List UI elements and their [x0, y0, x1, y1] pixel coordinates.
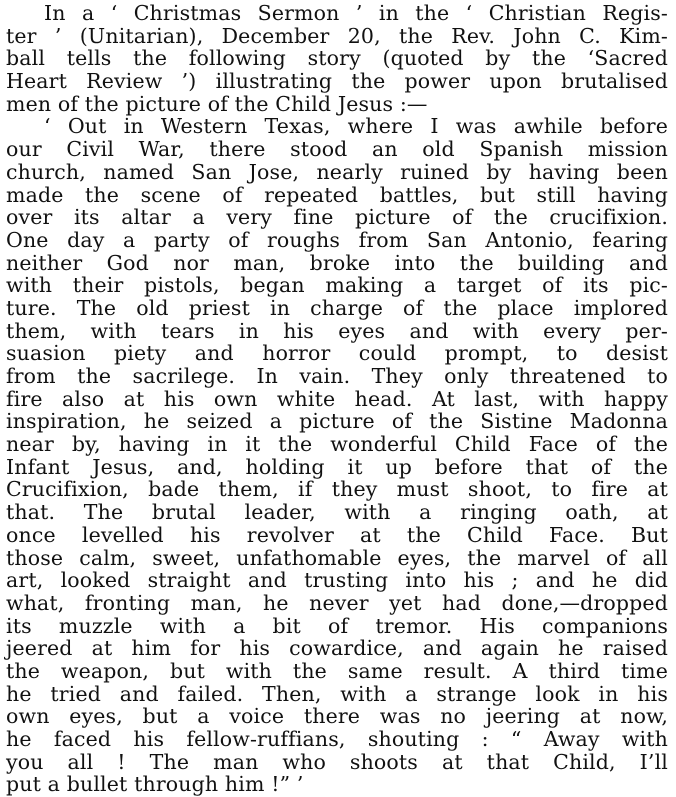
text-line: put a bullet through him !” ’ — [6, 772, 304, 797]
text-line: ball tells the following story (quoted by the ‘Sacred — [6, 46, 668, 71]
text-line: ter ’ (Unitarian), December 20, the Rev. John C. Kim- — [6, 23, 668, 48]
text-line: In a ‘ Christmas Sermon ’ in the ‘ Christian Regis- — [44, 1, 668, 25]
text-line: he tried and failed. Then, with a strange look in his — [6, 681, 668, 706]
text-line: once levelled his revolver at the Child Face. But — [6, 522, 668, 547]
text-line: the weapon, but with the same result. A third time — [6, 658, 668, 683]
text-line: what, fronting man, he never yet had done,—dropped — [6, 590, 668, 615]
text-line: our Civil War, there stood an old Spanish mission — [6, 137, 668, 162]
story-paragraph — [6, 115, 668, 796]
text-line: One day a party of roughs from San Antonio, fearing — [6, 227, 668, 252]
text-line: its muzzle with a bit of tremor. His companions — [6, 613, 668, 638]
text-line: ‘ Out in Western Texas, where I was awhile before — [44, 114, 668, 139]
text-line: Infant Jesus, and, holding it up before that of the — [6, 454, 668, 479]
text-line: near by, having in it the wonderful Child Face of the — [6, 432, 668, 457]
text-line: made the scene of repeated battles, but still having — [6, 182, 668, 207]
text-line: neither God nor man, broke into the building and — [6, 250, 668, 275]
text-line: own eyes, but a voice there was no jeering at now, — [6, 704, 668, 729]
text-line: church, named San Jose, nearly ruined by having been — [6, 159, 668, 184]
text-line: you all ! The man who shoots at that Child, I’ll — [6, 749, 668, 774]
text-line: ture. The old priest in charge of the place implored — [6, 295, 668, 320]
text-line: jeered at him for his cowardice, and again he raised — [6, 636, 668, 661]
text-line: those calm, sweet, unfathomable eyes, the marvel of all — [6, 545, 668, 570]
text-line: with their pistols, began making a target of its pic- — [6, 273, 668, 298]
text-line: inspiration, he seized a picture of the Sistine Madonna — [6, 409, 668, 434]
text-line: over its altar a very fine picture of the crucifixion. — [6, 205, 668, 230]
text-line: he faced his fellow-ruffians, shouting : “ Away with — [6, 727, 668, 751]
text-line: men of the picture of the Child Jesus :— — [6, 91, 428, 116]
text-line: that. The brutal leader, with a ringing oath, at — [6, 500, 668, 525]
text-line: Crucifixion, bade them, if they must shoot, to fire at — [6, 477, 668, 502]
text-line: art, looked straight and trusting into his ; and he did — [6, 568, 668, 593]
text-line: fire also at his own white head. At last, with happy — [6, 386, 668, 411]
intro-paragraph — [6, 2, 668, 115]
text-line: suasion piety and horror could prompt, to desist — [6, 341, 668, 366]
text-line: from the sacrilege. In vain. They only threatened to — [6, 364, 668, 388]
text-line: Heart Review ’) illustrating the power upon brutalised — [6, 69, 668, 94]
text-line: them, with tears in his eyes and with every per- — [6, 318, 668, 343]
